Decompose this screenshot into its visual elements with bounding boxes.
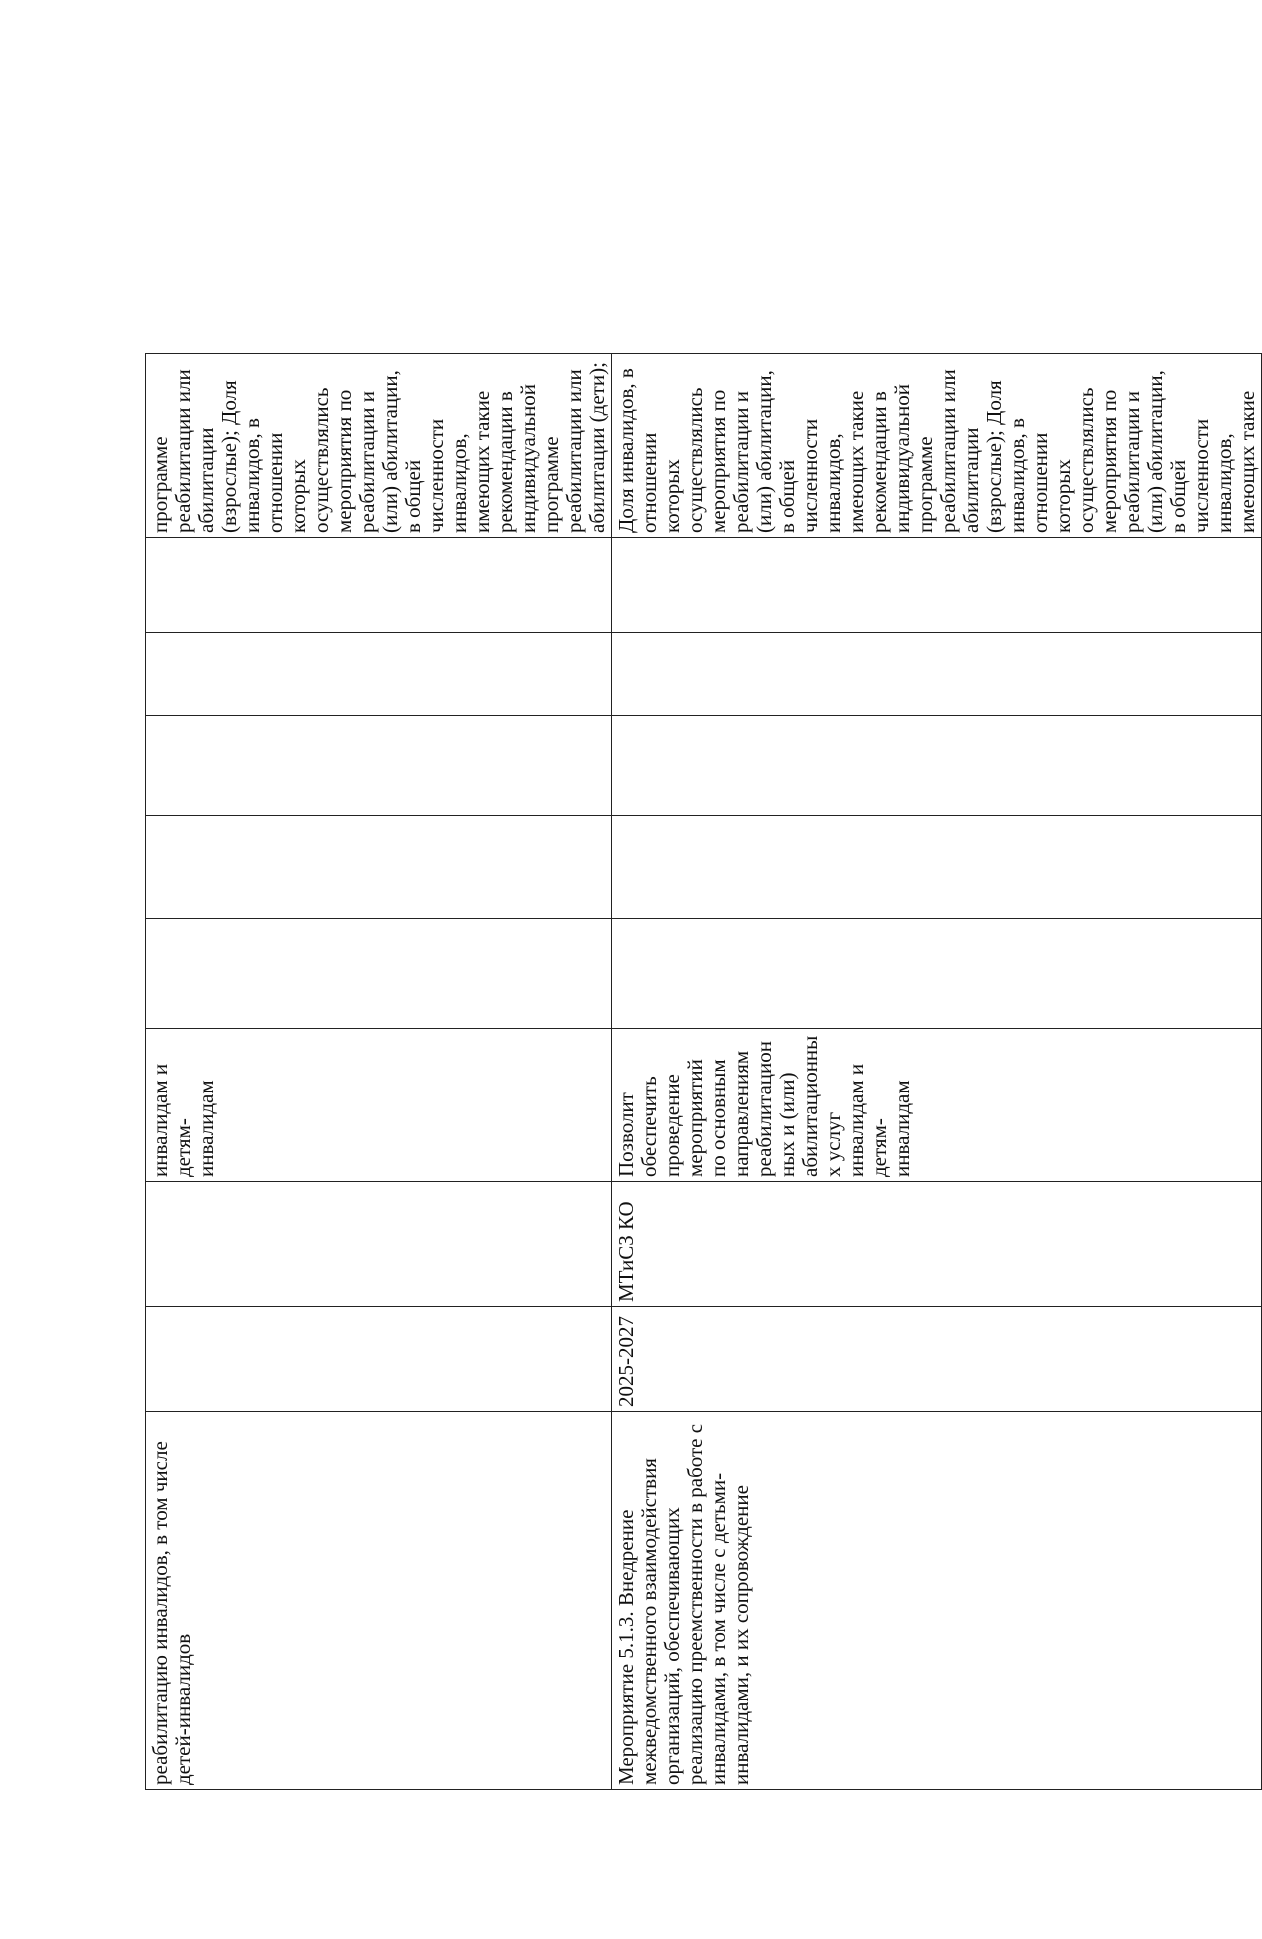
table-row [612,354,1262,1790]
indicator-cell: Доля инвалидов, в отношении которых осуществлялись мероприятия по реабилитации и (или) абилитации, в общей численности инвалидов, имеющих такие рекомендации в индивидуальной программе реабилитации или абилитации (взрослые); Доля инвалидов, в отношении которых осуществлялись мероприятия по реабилитации и (или) абилитации, в общей численности инвалидов, имеющих такие [612,354,1262,538]
value-cell [146,538,612,633]
result-cell: Позволит обеспечить проведение мероприятий по основным направлениям реабилитационных и (или) абилитационных услуг инвалидам и детям-инвалидам [612,1029,1262,1182]
value-cell [612,919,1262,1029]
executor-cell [146,1182,612,1307]
value-cell [146,633,612,716]
rotated-page-table [145,354,1259,1790]
value-cell [612,716,1262,816]
result-cell: инвалидам и детям-инвалидам [146,1029,612,1182]
period-cell [146,1307,612,1412]
table-row [146,354,612,1790]
value-cell [146,716,612,816]
program-events-table [145,353,1262,1790]
value-cell [612,538,1262,633]
value-cell [612,633,1262,716]
value-cell [146,816,612,919]
event-cell: реабилитацию инвалидов, в том числе детей-инвалидов [146,1412,612,1790]
period-cell: 2025-2027 [612,1307,1262,1412]
value-cell [612,816,1262,919]
indicator-cell: программе реабилитации или абилитации (взрослые); Доля инвалидов, в отношении которых осуществлялись мероприятия по реабилитации и (или) абилитации, в общей численности инвалидов, имеющих такие рекомендации в индивидуальной программе реабилитации или абилитации (дети); [146,354,612,538]
executor-cell: МТиСЗ КО [612,1182,1262,1307]
event-cell: Мероприятие 5.1.3. Внедрение межведомственного взаимодействия организаций, обеспечивающих реализацию преемственности в работе с инвалидами, в том числе с детьми-инвалидами, и их сопровождение [612,1412,1262,1790]
value-cell [146,919,612,1029]
